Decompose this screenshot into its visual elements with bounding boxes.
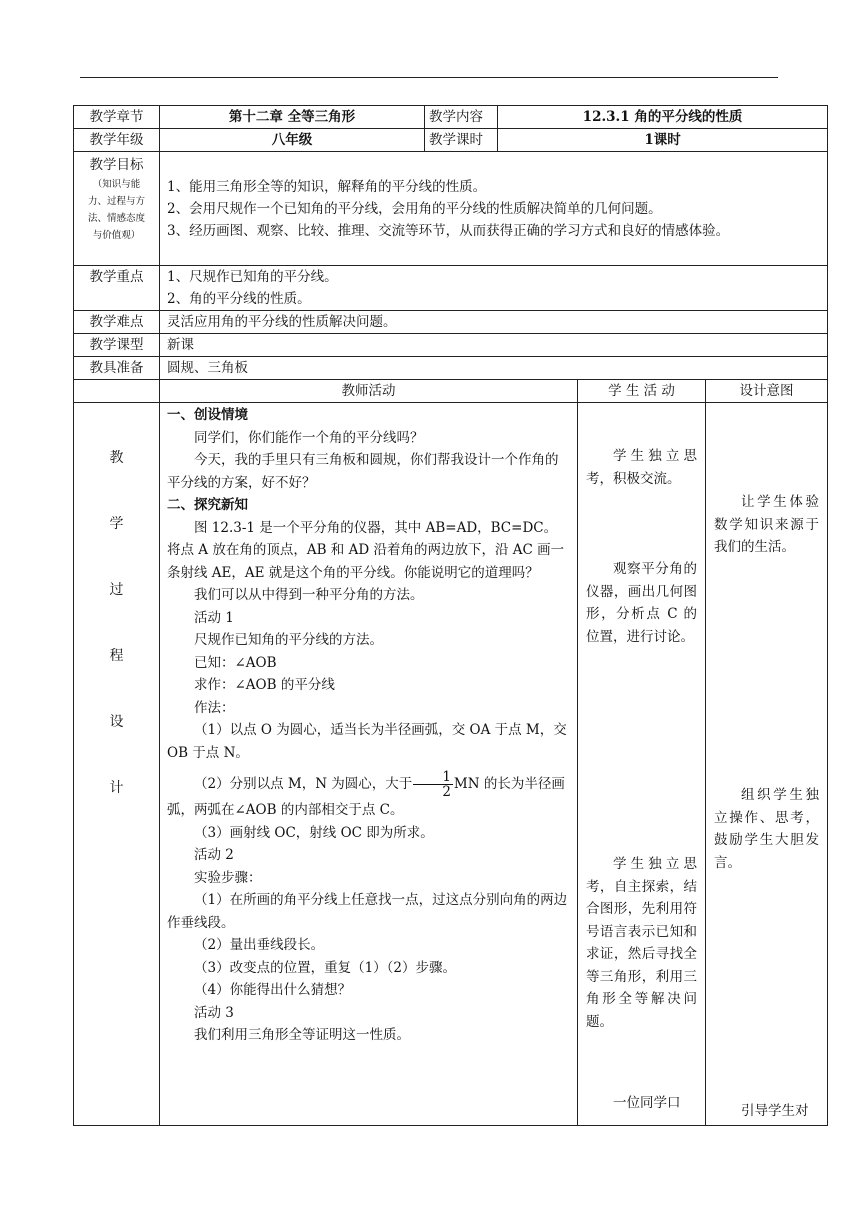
section2-para2: 我们可以从中得到一种平分角的方法。 [194,587,424,603]
process-label-2: 学 [109,516,124,532]
section1-title: 一、创设情境 [167,407,248,423]
process-label-1: 教 [109,450,124,466]
chapter-row [74,106,828,129]
grade-label: 教学年级 [74,129,160,152]
process-label-4: 程 [109,648,124,664]
chapter-label: 教学章节 [74,106,160,129]
key-points-content [160,266,828,311]
step2-line [167,770,569,822]
student-activity-cell [578,403,706,1126]
goals-content [160,152,828,266]
teacher-activity-header: 教师活动 [160,380,578,403]
activity2-title: 活动 2 [194,847,234,863]
key-point-2: 2、角的平分线的性质。 [167,291,311,307]
content-value: 12.3.1 角的平分线的性质 [498,106,828,129]
process-label-3: 过 [109,582,124,598]
student-note-4: 一位同学口 [613,1095,681,1111]
experiment-step4: （4）你能得出什么猜想？ [194,982,352,998]
experiment-step3: （3）改变点的位置，重复（1）（2）步骤。 [194,959,457,976]
lesson-plan-table [73,105,828,1126]
method-line: 作法： [194,699,235,716]
step2-post: MN 的长为半径画弧，两弧在∠AOB 的内部相交于点 C。 [167,776,565,818]
experiment-title: 实验步骤： [194,869,262,886]
process-row [74,403,828,1126]
intent-note-3: 引导学生对 [741,1103,809,1119]
activity1-desc: 尺规作已知角的平分线的方法。 [194,632,383,648]
goals-label: 教学目标 [89,157,144,173]
difficulty-row [74,311,828,334]
tools-row [74,357,828,380]
activity3-title: 活动 3 [194,1004,234,1021]
student-note-1: 学生独立思考，积极交流。 [586,448,697,487]
difficulty-label: 教学难点 [74,311,160,334]
design-intent-header: 设计意图 [706,380,828,403]
goal-item-2: 2、会用尺规作一个已知角的平分线，会用角的平分线的性质解决简单的几何问题。 [167,200,662,217]
goals-sub-1: （知识与能 [92,179,141,190]
chapter-value: 第十二章 全等三角形 [160,106,425,129]
section2-title: 二、探究新知 [167,497,248,513]
goals-sub-4: 与价值观） [92,230,141,241]
goal-item-1: 1、能用三角形全等的知识，解释角的平分线的性质。 [167,178,487,195]
experiment-step1: （1）在所画的角平分线上任意找一点，过这点分别向角的两边作垂线段。 [167,892,568,931]
lesson-type-row [74,334,828,357]
section1-para1: 同学们，你们能作一个角的平分线吗？ [194,429,424,446]
tools-label: 教具准备 [74,357,160,380]
process-label-cell [74,403,160,1126]
grade-row [74,129,828,152]
intent-note-2: 组织学生独立操作、思考，鼓励学生大胆发言。 [714,787,820,871]
activity1-title: 活动 1 [194,609,234,626]
step1-line: （1）以点 O 为圆心，适当长为半径画弧，交 OA 于点 M，交 OB 于点 N。 [167,722,567,761]
student-activity-header: 学 生 活 动 [578,380,706,403]
student-note-2: 观察平分角的仪器，画出几何图形，分析点 C 的位置，进行讨论。 [586,561,697,645]
header-rule [80,77,778,78]
difficulty-value: 灵活应用角的平分线的性质解决问题。 [160,311,828,334]
process-header-row [74,380,828,403]
goal-item-3: 3、经历画图、观察、比较、推理、交流等环节，从而获得正确的学习方式和良好的情感体验。 [167,222,730,239]
grade-value: 八年级 [160,129,425,152]
design-intent-cell [706,403,828,1126]
fraction-denominator: 2 [442,784,451,800]
fraction-numerator: 1 [413,770,453,785]
section1-para2: 今天，我的手里只有三角板和圆规，你们帮我设计一个作角的平分线的方案，好不好？ [167,452,559,491]
section2-para1: 图 12.3-1 是一个平分角的仪器，其中 AB=AD，BC=DC。将点 A 放在角的顶点，AB 和 AD 沿着角的两边放下，沿 AC 画一条射线 AE，AE 就是这个角的平分线。你能说明它的道理吗？ [167,519,565,581]
tools-value: 圆规、三角板 [160,357,828,380]
goals-label-cell [74,152,160,266]
find-line: 求作：∠AOB 的平分线 [194,677,335,693]
student-note-3: 学生独立思考，自主探索，结合图形，先利用符号语言表示已知和求证，然后寻找全等三角形，利用三角形全等解决问题。 [586,856,697,1030]
experiment-step2: （2）量出垂线段长。 [194,937,325,953]
step2-pre: （2）分别以点 M，N 为圆心，大于 [194,776,413,792]
teacher-activity-cell [160,403,578,1126]
lesson-type-value: 新课 [160,334,828,357]
key-point-1: 1、尺规作已知角的平分线。 [167,269,338,285]
process-header-empty [74,380,160,403]
hours-label: 教学课时 [425,129,498,152]
key-points-label: 教学重点 [74,266,160,311]
intent-note-1: 让学生体验数学知识来源于我们的生活。 [714,494,820,555]
activity3-desc: 我们利用三角形全等证明这一性质。 [194,1027,410,1043]
content-label: 教学内容 [425,106,498,129]
key-points-row [74,266,828,311]
process-label-6: 计 [109,780,124,796]
goals-row [74,152,828,266]
process-label-5: 设 [109,714,124,730]
one-half-fraction [413,770,453,799]
lesson-type-label: 教学课型 [74,334,160,357]
known-line: 已知：∠AOB [194,654,277,671]
goals-sub-2: 力、过程与方 [87,196,145,207]
hours-value: 1课时 [498,129,828,152]
goals-sub-3: 法、情感态度 [87,213,145,224]
step3-line: （3）画射线 OC，射线 OC 即为所求。 [194,824,434,841]
